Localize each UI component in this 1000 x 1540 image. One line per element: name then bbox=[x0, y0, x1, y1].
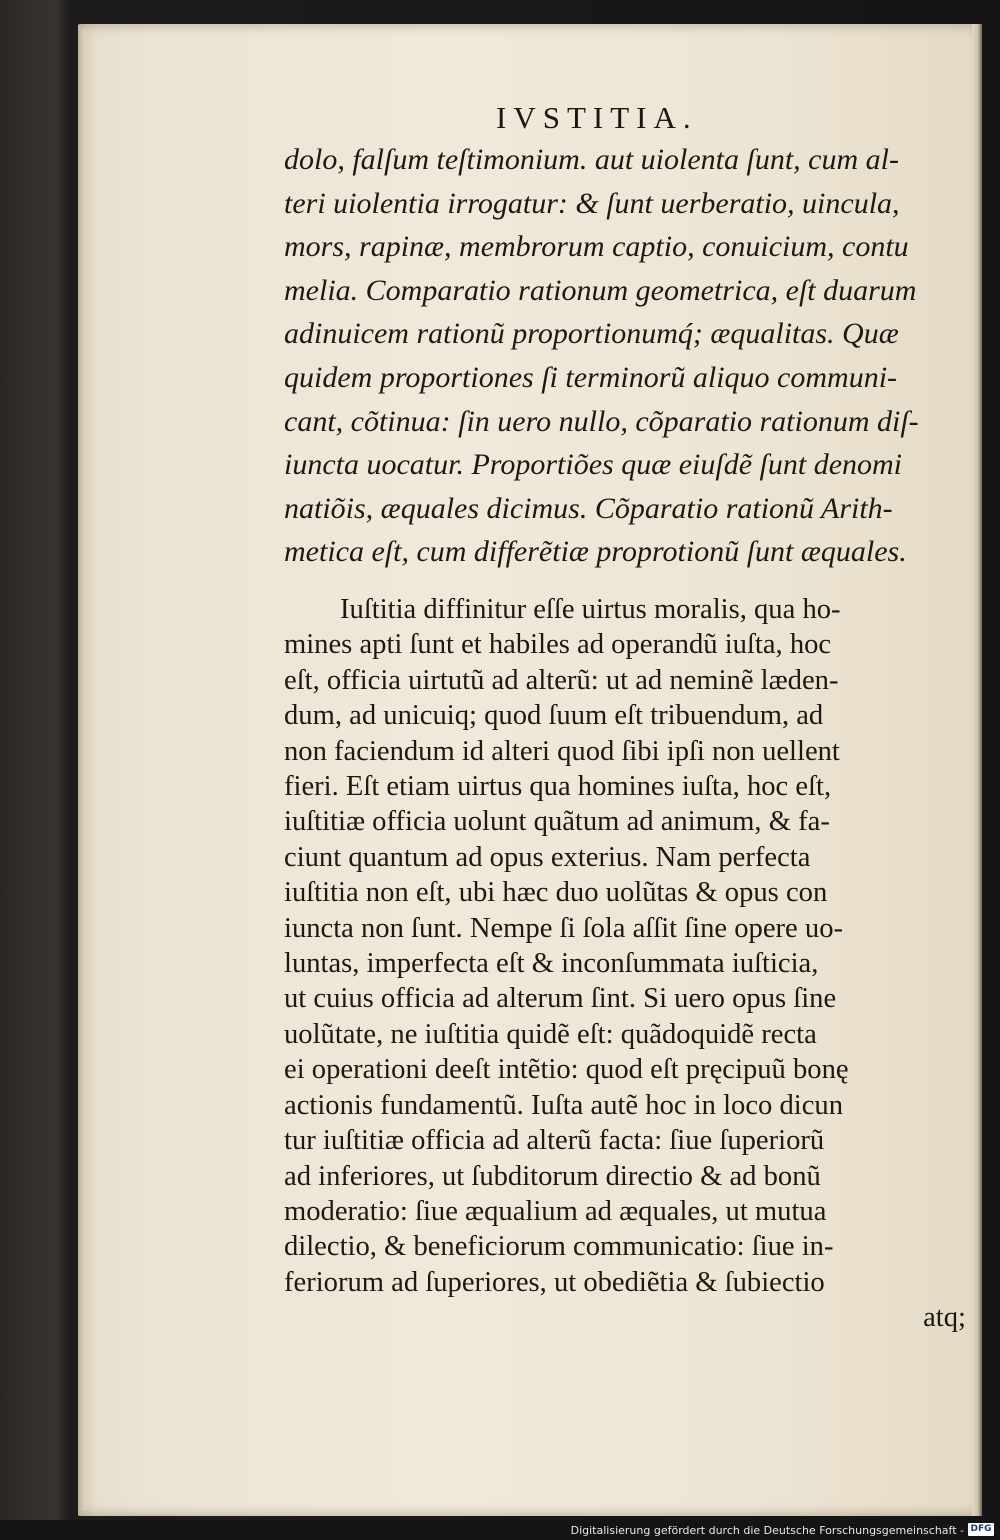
text-line: melia. Comparatio rationum geometrica, eſt duarum bbox=[284, 273, 917, 307]
italic-paragraph bbox=[284, 138, 974, 574]
roman-paragraph bbox=[284, 592, 974, 1336]
text-line: fieri. Eſt etiam uirtus qua homines iuſta, hoc eſt, bbox=[284, 771, 832, 803]
text-line: iuncta uocatur. Proportiões quæ eiuſdẽ ſunt denomi bbox=[284, 448, 903, 482]
text-line: adinuicem rationũ proportionumq́; æqualitas. Quæ bbox=[284, 317, 899, 351]
text-line: tur iuſtitiæ officia ad alterũ facta: ſiue ſuperiorũ bbox=[284, 1125, 825, 1157]
text-line: Iuſtitia diffinitur eſſe uirtus moralis, qua ho- bbox=[340, 594, 841, 625]
dfg-logo: DFG bbox=[968, 1523, 994, 1536]
text-line: non faciendum id alteri quod ſibi ipſi non uellent bbox=[284, 735, 840, 767]
text-line: uolũtate, ne iuſtitia quidẽ eſt: quãdoquidẽ recta bbox=[284, 1018, 817, 1050]
page-gutter-edge bbox=[78, 30, 86, 1510]
text-line: natiõis, æquales dicimus. Cõparatio rationũ Arith- bbox=[284, 491, 893, 525]
text-line: dolo, falſum teſtimonium. aut uiolenta ſunt, cum al- bbox=[284, 143, 899, 176]
text-line: actionis fundamentũ. Iuſta autẽ hoc in loco dicun bbox=[284, 1089, 844, 1121]
catchword: atq; bbox=[923, 1302, 966, 1334]
text-line: mines apti ſunt et habiles ad operandũ iuſta, hoc bbox=[284, 629, 832, 661]
text-line: quidem proportiones ſi terminorũ aliquo communi- bbox=[284, 360, 898, 394]
text-line: iuſtitia non eſt, ubi hæc duo uolũtas & opus con bbox=[284, 877, 828, 909]
running-head: IVSTITIA. bbox=[496, 100, 698, 135]
text-line: eſt, officia uirtutũ ad alterũ: ut ad neminẽ læden- bbox=[284, 664, 839, 696]
text-line: dum, ad unicuiq; quod ſuum eſt tribuendum, ad bbox=[284, 700, 824, 732]
text-line: iuſtitiæ officia uolunt quãtum ad animum, & fa- bbox=[284, 806, 830, 838]
text-line: ut cuius officia ad alterum ſint. Si uero opus ſine bbox=[284, 983, 837, 1015]
text-line: moderatio: ſiue æqualium ad æquales, ut mutua bbox=[284, 1195, 827, 1227]
text-line: feriorum ad ſuperiores, ut obediẽtia & ſubiectio bbox=[284, 1266, 825, 1298]
text-line: luntas, imperfecta eſt & inconſummata iuſticia, bbox=[284, 948, 819, 980]
text-line: dilectio, & beneficiorum communicatio: ſiue in- bbox=[284, 1231, 834, 1263]
text-line: ei operationi deeſt intẽtio: quod eſt pręcipuũ bonę bbox=[284, 1054, 849, 1086]
text-line: metica eſt, cum differẽtiæ proprotionũ ſunt æquales. bbox=[284, 535, 907, 569]
text-line: cant, cõtinua: ſin uero nullo, cõparatio rationum diſ- bbox=[284, 404, 919, 438]
text-line: ciunt quantum ad opus exterius. Nam perfecta bbox=[284, 841, 811, 873]
text-line: ad inferiores, ut ſubditorum directio & ad bonũ bbox=[284, 1160, 821, 1192]
funding-credit: Digitalisierung gefördert durch die Deutsche Forschungsgemeinschaft - bbox=[570, 1524, 964, 1537]
text-line: teri uiolentia irrogatur: & ſunt uerberatio, uincula, bbox=[284, 186, 900, 220]
text-line: mors, rapinæ, membrorum captio, conuicium, contu bbox=[284, 230, 909, 264]
text-line: iuncta non ſunt. Nempe ſi ſola aſſit ſine opere uo- bbox=[284, 912, 844, 944]
